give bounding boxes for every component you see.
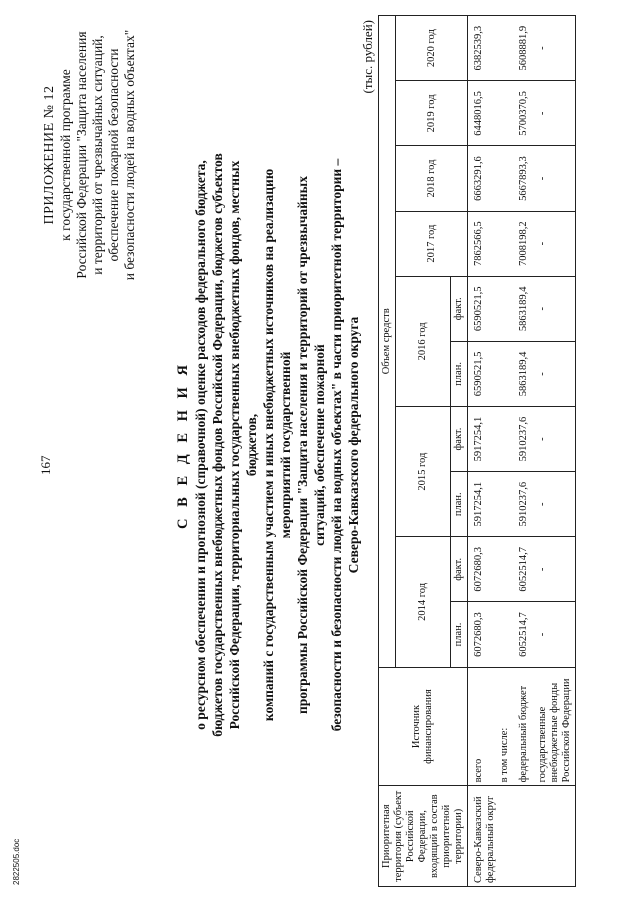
header-year-2020: 2020 год bbox=[396, 16, 468, 81]
value-cell: - bbox=[532, 602, 576, 667]
value-cell: 5910237,6 bbox=[513, 472, 532, 537]
header-year-2014: 2014 год bbox=[396, 537, 451, 667]
table-row bbox=[532, 16, 576, 887]
value-cell: - bbox=[532, 537, 576, 602]
value-cell: 6382539,3 bbox=[468, 16, 514, 81]
heading-line: программы Российской Федерации "Защита населения и территорий от чрезвычайных ситуаций, обеспечение пожарной bbox=[295, 176, 327, 714]
heading-line: Северо-Кавказского федерального округа bbox=[346, 316, 361, 574]
heading-line: бюджетов государственных внебюджетных фондов Российской Федерации, бюджетов субъектов bbox=[210, 153, 225, 737]
table-row bbox=[468, 16, 514, 887]
value-cell: - bbox=[532, 146, 576, 211]
appendix-line: и безопасности людей на водных объектах" bbox=[122, 29, 137, 281]
document-heading bbox=[175, 145, 362, 745]
value-cell: 5700370,5 bbox=[513, 81, 532, 146]
header-year-2017: 2017 год bbox=[396, 211, 468, 276]
header-year-2019: 2019 год bbox=[396, 81, 468, 146]
source-label: всего bbox=[473, 758, 484, 783]
heading-line: безопасности и безопасности людей на водных объектах" в части приоритетной территории – bbox=[329, 158, 344, 732]
source-cell bbox=[468, 667, 514, 786]
value-cell: - bbox=[532, 407, 576, 472]
appendix-line: обеспечение пожарной безопасности bbox=[106, 48, 121, 262]
heading-line: Российской Федерации, территориальных государственных внебюджетных фондов, местных бюджетов, bbox=[227, 160, 259, 730]
value-cell: 6663291,6 bbox=[468, 146, 514, 211]
appendix-block bbox=[42, 5, 138, 305]
header-year-2016: 2016 год bbox=[396, 276, 451, 406]
value-cell: 5863189,4 bbox=[513, 341, 532, 406]
value-cell: - bbox=[532, 16, 576, 81]
territory-cell: Северо-Кавказский федеральный округ bbox=[468, 786, 576, 887]
value-cell: 6052514,7 bbox=[513, 537, 532, 602]
header-territory: Приоритетная территория (субъект Российской Федерации, входящий в состав приоритетной территории) bbox=[379, 786, 468, 887]
value-cell: 5910237,6 bbox=[513, 407, 532, 472]
header-year-2018: 2018 год bbox=[396, 146, 468, 211]
value-cell: - bbox=[532, 276, 576, 341]
funding-table bbox=[378, 15, 576, 887]
value-cell: 6072680,3 bbox=[468, 537, 514, 602]
header-volume: Объем средств bbox=[379, 16, 396, 668]
value-cell: - bbox=[532, 211, 576, 276]
value-cell: 7008198,2 bbox=[513, 211, 532, 276]
header-fact: факт. bbox=[451, 276, 468, 341]
source-sublabel: в том числе: bbox=[499, 727, 510, 783]
header-fact: факт. bbox=[451, 537, 468, 602]
footer-file-code: 2822505.doc bbox=[12, 838, 21, 885]
table-row bbox=[513, 16, 532, 887]
source-cell: федеральный бюджет bbox=[513, 667, 532, 786]
value-cell: - bbox=[532, 341, 576, 406]
value-cell: 5863189,4 bbox=[513, 276, 532, 341]
value-cell: 6590521,5 bbox=[468, 276, 514, 341]
value-cell: 5917254,1 bbox=[468, 407, 514, 472]
value-cell: 7862566,5 bbox=[468, 211, 514, 276]
value-cell: - bbox=[532, 81, 576, 146]
value-cell: 5667893,3 bbox=[513, 146, 532, 211]
header-plan: план. bbox=[451, 602, 468, 667]
appendix-title: ПРИЛОЖЕНИЕ № 12 bbox=[42, 85, 57, 225]
appendix-line: и территорий от чрезвычайных ситуаций, bbox=[90, 35, 105, 275]
value-cell: 5608881,9 bbox=[513, 16, 532, 81]
page-number: 167 bbox=[38, 455, 53, 475]
heading-line: компаний с государственным участием и иных внебюджетных источников на реализацию мероприятий государственной bbox=[261, 168, 293, 722]
header-year-2015: 2015 год bbox=[396, 407, 451, 537]
value-cell: 6448016,5 bbox=[468, 81, 514, 146]
header-plan: план. bbox=[451, 341, 468, 406]
units-label: (тыс. рублей) bbox=[360, 20, 375, 94]
value-cell: 6052514,7 bbox=[513, 602, 532, 667]
header-fact: факт. bbox=[451, 407, 468, 472]
appendix-line: к государственной программе bbox=[58, 69, 73, 241]
value-cell: 5917254,1 bbox=[468, 472, 514, 537]
header-plan: план. bbox=[451, 472, 468, 537]
heading-line: о ресурсном обеспечении и прогнозной (справочной) оценке расходов федерального бюджета, bbox=[193, 160, 208, 730]
value-cell: - bbox=[532, 472, 576, 537]
header-source: Источник финансирования bbox=[379, 667, 468, 786]
value-cell: 6072680,3 bbox=[468, 602, 514, 667]
value-cell: 6590521,5 bbox=[468, 341, 514, 406]
source-cell: государственные внебюджетные фонды Российской Федерации bbox=[532, 667, 576, 786]
appendix-line: Российской Федерации "Защита населения bbox=[74, 31, 89, 279]
heading-title: С В Е Д Е Н И Я bbox=[175, 361, 191, 529]
